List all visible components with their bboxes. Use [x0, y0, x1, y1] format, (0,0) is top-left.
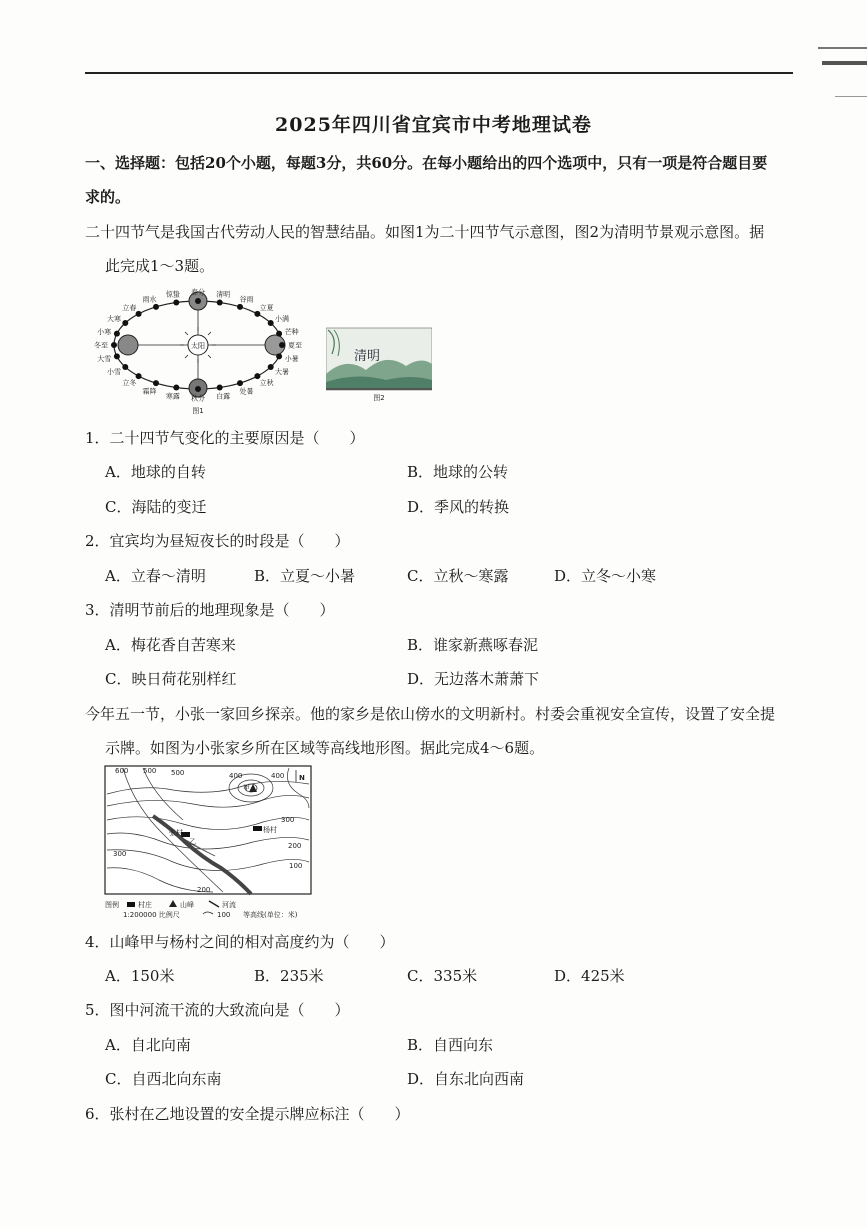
orbit-position-dot — [237, 304, 243, 310]
page-title: 2025年四川省宜宾市中考地理试卷 — [275, 114, 592, 136]
q3-option-b[interactable]: B．谁家新燕啄春泥 — [407, 636, 539, 654]
question-3: 3．清明节前后的地理现象是（ ） — [85, 601, 335, 619]
orbit-position-dot — [114, 353, 120, 359]
solar-term-label: 处暑 — [239, 387, 254, 396]
section-heading-cont: 求的。 — [85, 188, 131, 206]
orbit-position-dot — [237, 380, 243, 386]
solar-term-label: 大寒 — [107, 315, 121, 323]
q5-option-d[interactable]: D．自东北向西南 — [407, 1070, 525, 1088]
q1-option-c[interactable]: C．海陆的变迁 — [105, 498, 207, 516]
orbit-position-dot — [153, 304, 159, 310]
contour-label: 100 — [289, 862, 303, 870]
contour-label: 500 — [143, 767, 157, 775]
question-1: 1．二十四节气变化的主要原因是（ ） — [85, 429, 365, 447]
intro-text: 二十四节气是我国古代劳动人民的智慧结晶。如图1为二十四节气示意图，图2为清明节景观示意图。据 — [85, 223, 765, 241]
village-label: 张村 — [169, 829, 183, 837]
qingming-scene-image — [326, 326, 432, 402]
q3-option-d[interactable]: D．无边落木萧萧下 — [407, 670, 540, 688]
solar-term-label: 惊蛰 — [165, 290, 180, 299]
q4-option-d[interactable]: D．425米 — [554, 967, 625, 985]
q2-option-b[interactable]: B．立夏～小暑 — [254, 567, 356, 585]
q1-option-b[interactable]: B．地球的公转 — [407, 463, 509, 481]
solar-term-label: 霜降 — [142, 387, 157, 396]
legend-village-icon — [127, 902, 135, 907]
orbit-position-dot — [153, 380, 159, 386]
q5-option-b[interactable]: B．自西向东 — [407, 1036, 494, 1054]
orbit-position-dot — [114, 331, 120, 337]
q2-option-d[interactable]: D．立冬～小寒 — [554, 567, 657, 585]
contour-label: 300 — [281, 816, 295, 824]
question-2: 2．宜宾均为昼短夜长的时段是（ ） — [85, 532, 350, 550]
figure1-caption: 图1 — [192, 407, 204, 415]
orbit-position-dot — [217, 385, 223, 391]
intro-text-2-cont: 示牌。如图为小张家乡所在区域等高线地形图。据此完成4～6题。 — [105, 739, 545, 757]
solar-term-label: 秋分 — [191, 394, 205, 403]
orbit-position-dot — [217, 300, 223, 306]
contour-label: 500 — [171, 769, 185, 777]
orbit-position-dot — [268, 320, 274, 326]
q3-option-a[interactable]: A．梅花香自苦寒来 — [105, 636, 236, 654]
point-label: 乙 — [189, 838, 196, 846]
legend-peak: 山峰 — [180, 901, 194, 909]
orbit-position-dot — [122, 364, 128, 370]
q1-option-d[interactable]: D．季风的转换 — [407, 498, 510, 516]
question-4: 4．山峰甲与杨村之间的相对高度约为（ ） — [85, 933, 395, 951]
orbit-position-dot — [173, 385, 179, 391]
orbit-position-dot — [195, 386, 201, 392]
scan-edge-mark — [822, 61, 867, 65]
solar-term-label: 白露 — [216, 392, 231, 401]
solar-term-label: 冬至 — [94, 341, 108, 350]
orbit-position-dot — [279, 342, 285, 348]
solar-term-label: 小满 — [275, 315, 289, 323]
q2-option-a[interactable]: A．立春～清明 — [105, 567, 206, 585]
contour-label: 200 — [197, 886, 211, 894]
solar-term-label: 春分 — [191, 288, 205, 297]
solar-term-label: 大暑 — [275, 368, 289, 376]
question-6: 6．张村在乙地设置的安全提示牌应标注（ ） — [85, 1105, 410, 1123]
legend-river: 河流 — [222, 901, 236, 909]
section-heading: 一、选择题：包括20个小题，每题3分，共60分。在每小题给出的四个选项中，只有一项是符合题目要 — [85, 154, 768, 172]
solar-term-label: 立冬 — [122, 379, 137, 387]
legend-title: 图例 — [105, 901, 119, 909]
contour-label: 600 — [115, 767, 129, 775]
solar-terms-diagram — [86, 284, 306, 416]
q5-option-a[interactable]: A．自北向南 — [105, 1036, 191, 1054]
orbit-position-dot — [195, 298, 201, 304]
village-marker — [253, 826, 262, 831]
solar-term-label: 大雪 — [97, 355, 112, 364]
qingming-title: 清明 — [354, 349, 381, 364]
legend-peak-icon — [169, 900, 177, 907]
scan-edge-mark — [835, 96, 867, 97]
north-arrow: N — [299, 774, 305, 782]
q4-option-b[interactable]: B．235米 — [254, 967, 324, 985]
contour-map — [103, 764, 315, 920]
q4-option-c[interactable]: C．335米 — [407, 967, 478, 985]
orbit-position-dot — [136, 311, 142, 317]
contour-label: 200 — [288, 842, 302, 850]
legend-river-icon — [209, 901, 219, 907]
solar-term-label: 雨水 — [142, 295, 157, 304]
solar-term-label: 小寒 — [97, 327, 112, 336]
orbit-position-dot — [276, 353, 282, 359]
solar-term-label: 清明 — [216, 290, 231, 299]
legend-contour-icon — [203, 912, 213, 914]
peak-label: 甲 — [243, 784, 250, 792]
orbit-position-dot — [136, 373, 142, 379]
village-label: 杨村 — [263, 826, 277, 834]
solar-term-label: 小雪 — [107, 368, 121, 376]
q4-option-a[interactable]: A．150米 — [105, 967, 175, 985]
solar-term-label: 立秋 — [259, 379, 274, 387]
solar-term-label: 夏至 — [288, 341, 302, 350]
intro-text-2: 今年五一节，小张一家回乡探亲。他的家乡是依山傍水的文明新村。村委会重视安全宣传，设置了安全提 — [85, 705, 776, 723]
contour-label: 400 — [271, 772, 285, 780]
orbit-position-dot — [173, 300, 179, 306]
orbit-position-dot — [268, 364, 274, 370]
sun-label: 太阳 — [191, 342, 205, 350]
legend-contour-value: 100 — [217, 911, 231, 919]
q5-option-c[interactable]: C．自西北向东南 — [105, 1070, 222, 1088]
q1-option-a[interactable]: A．地球的自转 — [105, 463, 206, 481]
contour-label: 300 — [113, 850, 127, 858]
legend-contour: 等高线(单位：米) — [243, 911, 298, 919]
figure2-caption: 图2 — [373, 394, 385, 402]
solar-term-label: 谷雨 — [239, 295, 254, 304]
scan-edge-mark — [818, 47, 867, 49]
solar-term-label: 立夏 — [259, 304, 274, 312]
q3-option-c[interactable]: C．映日荷花别样红 — [105, 670, 237, 688]
solar-term-label: 立春 — [122, 304, 137, 312]
solar-term-label: 小暑 — [284, 355, 299, 364]
intro-text-cont: 此完成1～3题。 — [105, 257, 215, 275]
orbit-position-dot — [111, 342, 117, 348]
orbit-position-dot — [276, 331, 282, 337]
solar-term-label: 寒露 — [165, 392, 180, 401]
solar-term-label: 芒种 — [284, 327, 299, 336]
orbit-position-dot — [122, 320, 128, 326]
legend-village: 村庄 — [138, 901, 152, 909]
question-5: 5．图中河流干流的大致流向是（ ） — [85, 1001, 350, 1019]
header-rule — [85, 72, 793, 74]
contour-label: 400 — [229, 772, 243, 780]
q2-option-c[interactable]: C．立秋～寒露 — [407, 567, 509, 585]
legend-scale: 1:200000 比例尺 — [123, 911, 180, 919]
